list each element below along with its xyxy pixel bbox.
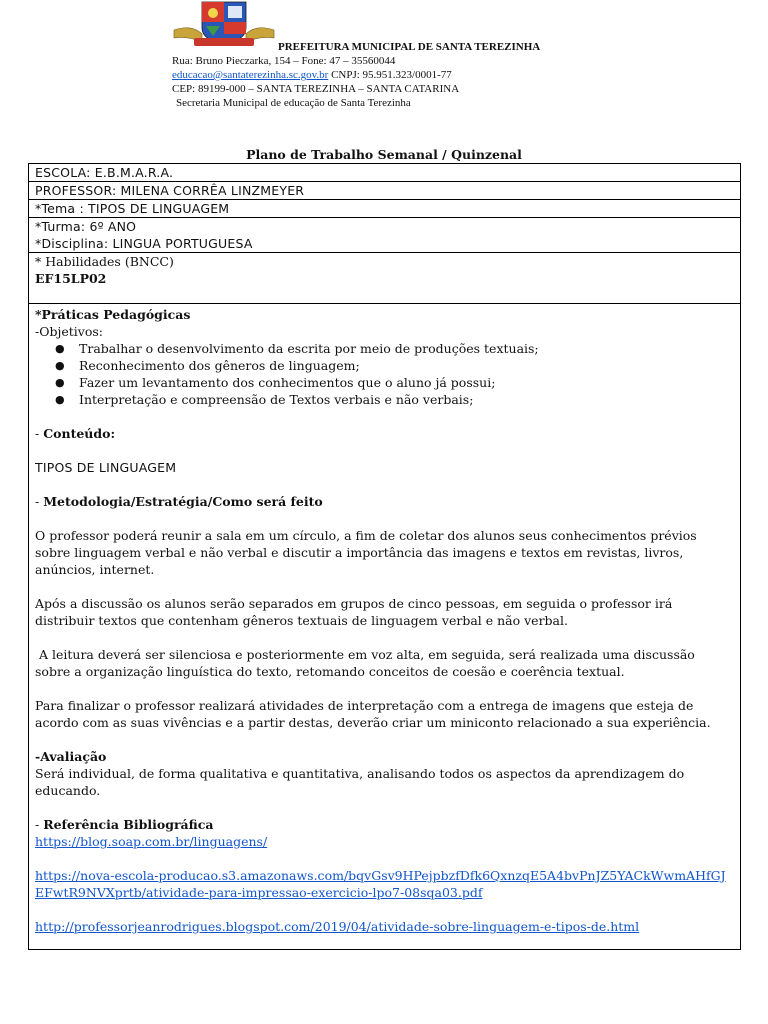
objectives-label: -Objetivos: (35, 324, 103, 339)
evaluation-text: Será individual, de forma qualitativa e quantitativa, analisando todos os aspectos da aprendizagem do educando. (35, 766, 685, 798)
list-item: ● Fazer um levantamento dos conhecimentos que o aluno já possui; (79, 374, 734, 391)
skills-label: * Habilidades (BNCC) (35, 254, 174, 269)
list-item: ● Trabalhar o desenvolvimento da escrita por meio de produções textuais; (79, 340, 734, 357)
letterhead (172, 40, 732, 110)
cep-line: CEP: 89199-000 – SANTA TEREZINHA – SANTA CATARINA (172, 83, 460, 95)
objectives-list (35, 340, 734, 408)
theme-row: *Tema : TIPOS DE LINGUAGEM (29, 200, 741, 218)
methodology-paragraph: Após a discussão os alunos serão separados em grupos de cinco pessoas, em seguida o professor irá distribuir textos que contenham gêneros textuais de linguagem verbal e não verbal. (35, 596, 673, 628)
reference-link[interactable]: https://nova-escola-producao.s3.amazonaws.com/bqvGsv9HPejpbzfDfk6QxnzqE5A4bvPnJZ5YACkWwmAHfGJEFwtR9NVXprtb/atividade-para-impressao-exercicio-lpo7-08sqa03.pdf (35, 868, 726, 900)
content-text: TIPOS DE LINGUAGEM (35, 460, 177, 475)
document-title: Plano de Trabalho Semanal / Quinzenal (246, 147, 522, 162)
references-heading: - Referência Bibliográfica (35, 817, 214, 832)
methodology-heading: - Metodologia/Estratégia/Como será feito (35, 494, 323, 509)
content-heading: - Conteúdo: (35, 426, 116, 441)
list-item: ● Interpretação e compreensão de Textos verbais e não verbais; (79, 391, 734, 408)
plan-table (28, 163, 741, 950)
methodology-paragraph: O professor poderá reunir a sala em um círculo, a fim de coletar dos alunos seus conhecimentos prévios sobre linguagem verbal e não verbal e discutir a importância das imagens e textos em revistas, livros, anúncios, internet. (35, 528, 697, 577)
skills-code: EF15LP02 (35, 271, 107, 286)
disciplina-text: *Disciplina: LINGUA PORTUGUESA (35, 236, 253, 251)
school-row: ESCOLA: E.B.M.A.R.A. (29, 164, 741, 182)
contact-line (172, 68, 732, 82)
institution-name: PREFEITURA MUNICIPAL DE SANTA TEREZINHA (278, 41, 541, 53)
pedagogical-practices-cell (29, 304, 741, 950)
turma-text: *Turma: 6º ANO (35, 219, 137, 234)
reference-link[interactable]: https://blog.soap.com.br/linguagens/ (35, 834, 268, 849)
methodology-paragraph: A leitura deverá ser silenciosa e posteriormente em voz alta, em seguida, será realizada uma discussão sobre a organização linguística do texto, retomando conceitos de coesão e coerência textual. (35, 647, 699, 679)
skills-row (29, 253, 741, 304)
cnpj-text: CNPJ: 95.951.323/0001-77 (331, 69, 452, 81)
evaluation-heading: -Avaliação (35, 749, 107, 764)
secretariat-line: Secretaria Municipal de educação de Santa Terezinha (176, 97, 411, 109)
methodology-paragraph: Para finalizar o professor realizará atividades de interpretação com a entrega de imagens que esteja de acordo com as suas vivências e a partir destas, deverão criar um miniconto relacionado a sua experiência. (35, 698, 711, 730)
email-link[interactable]: educacao@santaterezinha.sc.gov.br (172, 69, 329, 81)
teacher-row: PROFESSOR: MILENA CORRÊA LINZMEYER (29, 182, 741, 200)
class-discipline-row (29, 218, 741, 253)
list-item: ● Reconhecimento dos gêneros de linguagem; (79, 357, 734, 374)
address-line: Rua: Bruno Pieczarka, 154 – Fone: 47 – 35560044 (172, 55, 396, 67)
practices-heading: *Práticas Pedagógicas (35, 307, 191, 322)
reference-link[interactable]: http://professorjeanrodrigues.blogspot.com/2019/04/atividade-sobre-linguagem-e-tipos-de.html (35, 919, 640, 934)
